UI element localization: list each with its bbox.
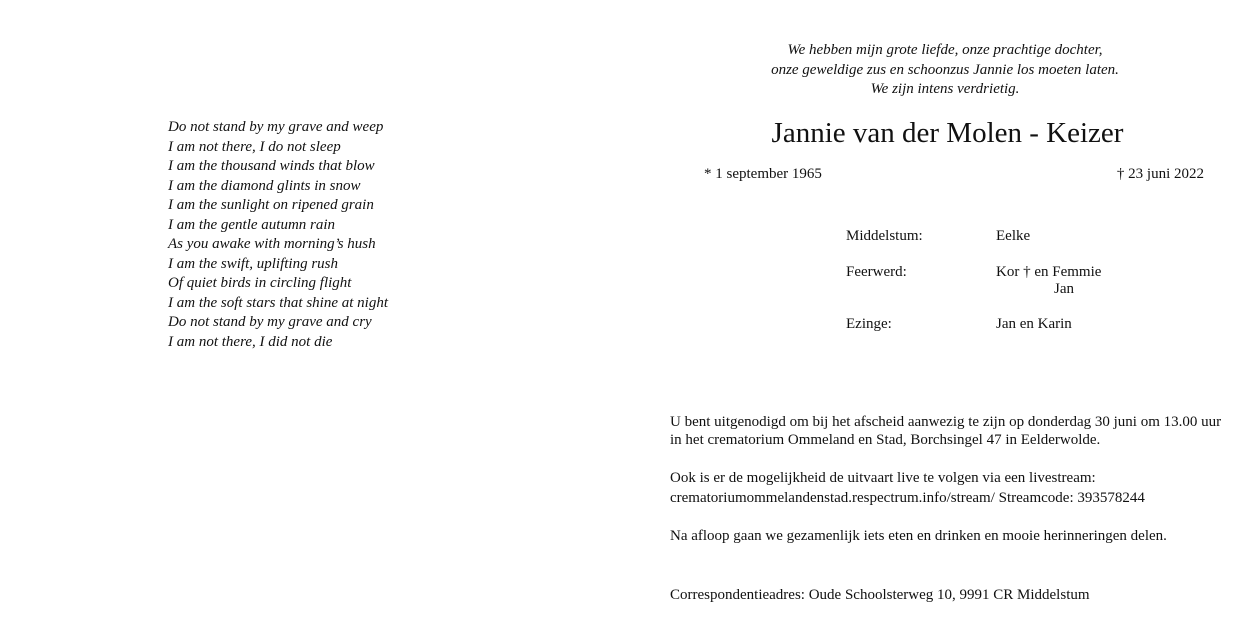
poem-line: I am not there, I do not sleep [168, 138, 341, 155]
family-place: Feerwerd: [846, 264, 907, 280]
family-member: Kor † en Femmie [996, 264, 1102, 280]
family-member: Eelke [996, 228, 1031, 244]
family-list [846, 228, 1101, 352]
after-text: Na afloop gaan we gezamenlijk iets eten en drinken en mooie herinneringen delen. [670, 528, 1167, 544]
family-member: Jan [1054, 281, 1074, 297]
invitation-text: U bent uitgenodigd om bij het afscheid aanwezig te zijn op donderdag 30 juni om 13.00 uur in het crematorium Ommeland en Stad, Borchsingel 47 in Eelderwolde. [670, 414, 1222, 448]
family-row [846, 228, 1101, 245]
family-names [996, 228, 1030, 245]
family-place: Ezinge: [846, 316, 892, 332]
livestream-link: crematoriumommelandenstad.respectrum.info/stream/ Streamcode: 393578244 [670, 490, 1145, 506]
poem-line: Of quiet birds in circling flight [168, 275, 352, 291]
announcement-body [670, 413, 1230, 545]
poem-line: I am not there, I did not die [168, 333, 333, 350]
poem-line: As you awake with morning’s hush [168, 236, 376, 252]
poem-line: I am the gentle autumn rain [168, 216, 336, 233]
poem-line: Do not stand by my grave and cry [168, 314, 372, 330]
family-names [996, 264, 1101, 298]
poem-line: I am the soft stars that shine at night [168, 294, 389, 311]
poem [168, 118, 388, 352]
death-date: † 23 juni 2022 [1116, 166, 1204, 182]
intro-line: We hebben mijn grote liefde, onze prachtige dochter, [787, 42, 1103, 58]
poem-line: I am the thousand winds that blow [168, 158, 375, 174]
poem-line: I am the diamond glints in snow [168, 177, 361, 194]
livestream-line: Ook is er de mogelijkheid de uitvaart live te volgen via een livestream: [670, 470, 1096, 486]
family-row [846, 316, 1101, 333]
correspondence-address: Correspondentieadres: Oude Schoolsterweg 10, 9991 CR Middelstum [670, 587, 1090, 603]
intro-text [690, 41, 1200, 100]
family-row [846, 264, 1101, 298]
poem-line: I am the sunlight on ripened grain [168, 197, 374, 213]
livestream-text [670, 469, 1230, 507]
family-place: Middelstum: [846, 228, 923, 244]
birth-date: * 1 september 1965 [704, 166, 822, 182]
poem-line: I am the swift, uplifting rush [168, 255, 339, 272]
family-names [996, 316, 1072, 333]
family-member: Jan en Karin [996, 316, 1072, 332]
poem-line: Do not stand by my grave and weep [168, 119, 384, 135]
deceased-name: Jannie van der Molen - Keizer [771, 117, 1124, 149]
intro-line: We zijn intens verdrietig. [870, 81, 1020, 97]
intro-line: onze geweldige zus en schoonzus Jannie los moeten laten. [771, 61, 1119, 78]
